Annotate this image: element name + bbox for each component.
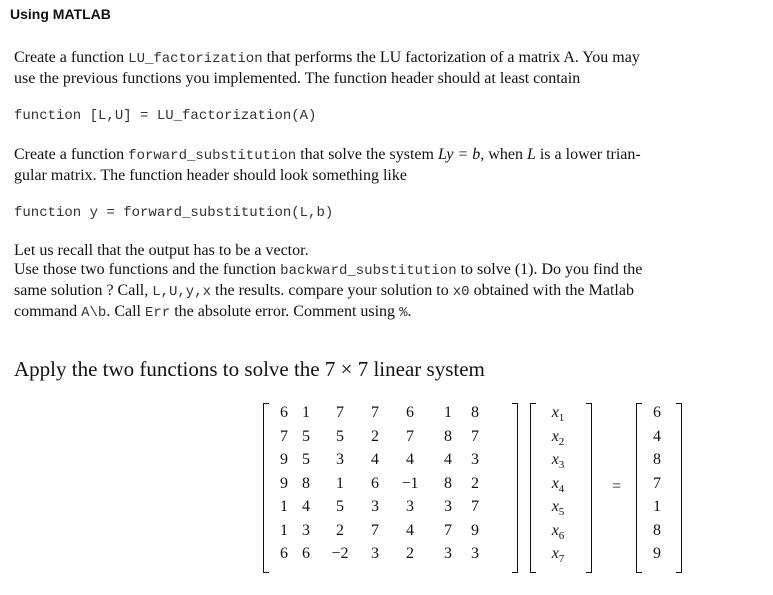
- matrix-cell: 1: [302, 404, 310, 421]
- rhs-value: 8: [653, 451, 661, 468]
- matrix-left-bracket: [263, 403, 269, 573]
- rhs-value: 8: [653, 521, 661, 539]
- rhs-value: 6: [653, 404, 661, 421]
- paragraph-forward-substitution: [14, 145, 729, 185]
- matrix-cell: 6: [280, 404, 288, 421]
- backslash-code: A\b: [81, 305, 107, 321]
- matrix-cell: −1: [401, 474, 419, 492]
- matrix-cell: 2: [371, 427, 379, 445]
- p2-text-3: , when: [480, 146, 527, 163]
- matrix-cell: 3: [336, 451, 344, 468]
- matrix-cell: 1: [336, 474, 344, 492]
- vector-b-left-bracket: [636, 403, 642, 573]
- matrix-cell: 3: [444, 545, 452, 562]
- matrix-cell: 3: [371, 498, 379, 515]
- matrix-cell: 7: [471, 498, 479, 515]
- matrix-cell: 6: [371, 474, 379, 492]
- rhs-value: 7: [653, 474, 661, 492]
- matrix-cell: −2: [331, 545, 349, 562]
- matrix-cell: 4: [302, 498, 310, 515]
- unknown-x2: $x_2$: [551, 427, 565, 448]
- matrix-cell: 6: [302, 545, 310, 562]
- p2-text-1: Create a function: [14, 146, 129, 163]
- matrix-cell: 3: [406, 498, 414, 515]
- matrix-cell: 2: [406, 545, 414, 562]
- matrix-cell: 2: [336, 521, 344, 539]
- matrix-cell: 4: [371, 451, 379, 468]
- p3-text-4: the results. compare your solution to: [211, 282, 453, 299]
- unknown-x7: $x_7$: [551, 545, 565, 566]
- matrix-cell: 6: [280, 545, 288, 562]
- forward-substitution-code: forward_substitution: [128, 148, 297, 164]
- p2-text-2: that solve the system: [296, 146, 438, 163]
- p2-text-4: is a lower trian-: [535, 146, 641, 163]
- math-l: L: [526, 146, 536, 163]
- rhs-value: 4: [653, 427, 661, 445]
- err-code: Err: [144, 305, 171, 321]
- paragraph-backward-substitution: [14, 241, 729, 323]
- p3-text-2: to solve (1). Do you find the: [456, 261, 643, 278]
- vector-b-right-bracket: [676, 403, 682, 573]
- backward-substitution-code: backward_substitution: [280, 263, 457, 279]
- matrix-cell: 3: [444, 498, 452, 515]
- unknown-x5: $x_5$: [551, 498, 565, 519]
- unknown-x3: $x_3$: [551, 451, 565, 472]
- equals-sign: =: [612, 478, 622, 495]
- matrix-cell: 1: [280, 521, 288, 539]
- vector-x-left-bracket: [530, 403, 536, 573]
- matrix-cell: 1: [444, 404, 452, 421]
- math-ly-b: Ly = b: [437, 146, 481, 163]
- matrix-cell: 3: [471, 545, 479, 562]
- matrix-cell: 8: [302, 474, 310, 492]
- matrix-cell: 5: [336, 498, 344, 515]
- unknown-x6: $x_6$: [551, 521, 565, 542]
- matrix-cell: 4: [406, 451, 414, 468]
- unknown-x1: $x_1$: [551, 404, 565, 425]
- matrix-cell: 7: [336, 404, 344, 421]
- p3-text-6: command: [14, 303, 82, 320]
- matrix-cell: 7: [371, 404, 379, 421]
- x0-code: x0: [452, 284, 470, 300]
- p1-line-2: use the previous functions you implemented. The function header should at least contain: [14, 70, 581, 87]
- matrix-cell: 5: [336, 427, 344, 445]
- matrix-cell: 1: [280, 498, 288, 515]
- matrix-cell: 7: [406, 427, 414, 445]
- p3-text-3: same solution ? Call,: [14, 282, 153, 299]
- page-title: Using MATLAB: [10, 6, 111, 22]
- matrix-cell: 9: [280, 474, 288, 492]
- paragraph-lu-factorization: [14, 48, 729, 88]
- percent-code: %: [399, 305, 408, 321]
- matrix-cell: 6: [406, 404, 414, 421]
- matrix-cell: 9: [280, 451, 288, 468]
- p3-text-9: .: [407, 303, 412, 320]
- p3-text-1: Use those two functions and the function: [14, 261, 281, 278]
- matrix-cell: 3: [302, 521, 310, 539]
- matrix-cell: 4: [406, 521, 414, 539]
- matrix-cell: 7: [371, 521, 379, 539]
- matrix-cell: 7: [280, 427, 288, 445]
- matrix-right-bracket: [512, 403, 518, 573]
- matrix-cell: 2: [471, 474, 479, 492]
- matrix-cell: 9: [471, 521, 479, 539]
- lu-factorization-code: LU_factorization: [128, 51, 263, 67]
- p3-text-8: the absolute error. Comment using: [170, 303, 400, 320]
- vector-x-right-bracket: [586, 403, 592, 573]
- p2-line-2: gular matrix. The function header should look something like: [14, 167, 407, 184]
- code-lu-header: function [L,U] = LU_factorization(A): [14, 108, 317, 124]
- unknown-x4: $x_4$: [551, 474, 565, 495]
- matrix-cell: 3: [471, 451, 479, 468]
- matrix-cell: 7: [444, 521, 452, 539]
- p3-text-5: obtained with the Matlab: [469, 282, 634, 299]
- rhs-value: 1: [653, 498, 661, 515]
- matrix-cell: 8: [444, 427, 452, 445]
- matrix-cell: 5: [302, 451, 310, 468]
- matrix-cell: 7: [471, 427, 479, 445]
- matrix-cell: 8: [444, 474, 452, 492]
- section-heading: Apply the two functions to solve the 7 × 7 linear system: [14, 357, 485, 381]
- matrix-cell: 5: [302, 427, 310, 445]
- code-forward-header: function y = forward_substitution(L,b): [14, 205, 334, 221]
- rhs-value: 9: [653, 545, 661, 562]
- p3-text-7: . Call: [106, 303, 145, 320]
- p1-text-1: Create a function: [14, 49, 129, 66]
- result-vars-code: L,U,y,x: [152, 284, 212, 300]
- matrix-cell: 8: [471, 404, 479, 421]
- p3-line-1: Let us recall that the output has to be a vector.: [14, 242, 309, 259]
- matrix-cell: 4: [444, 451, 452, 468]
- matrix-cell: 3: [371, 545, 379, 562]
- p1-text-2: that performs the LU factorization of a matrix A. You may: [262, 49, 640, 66]
